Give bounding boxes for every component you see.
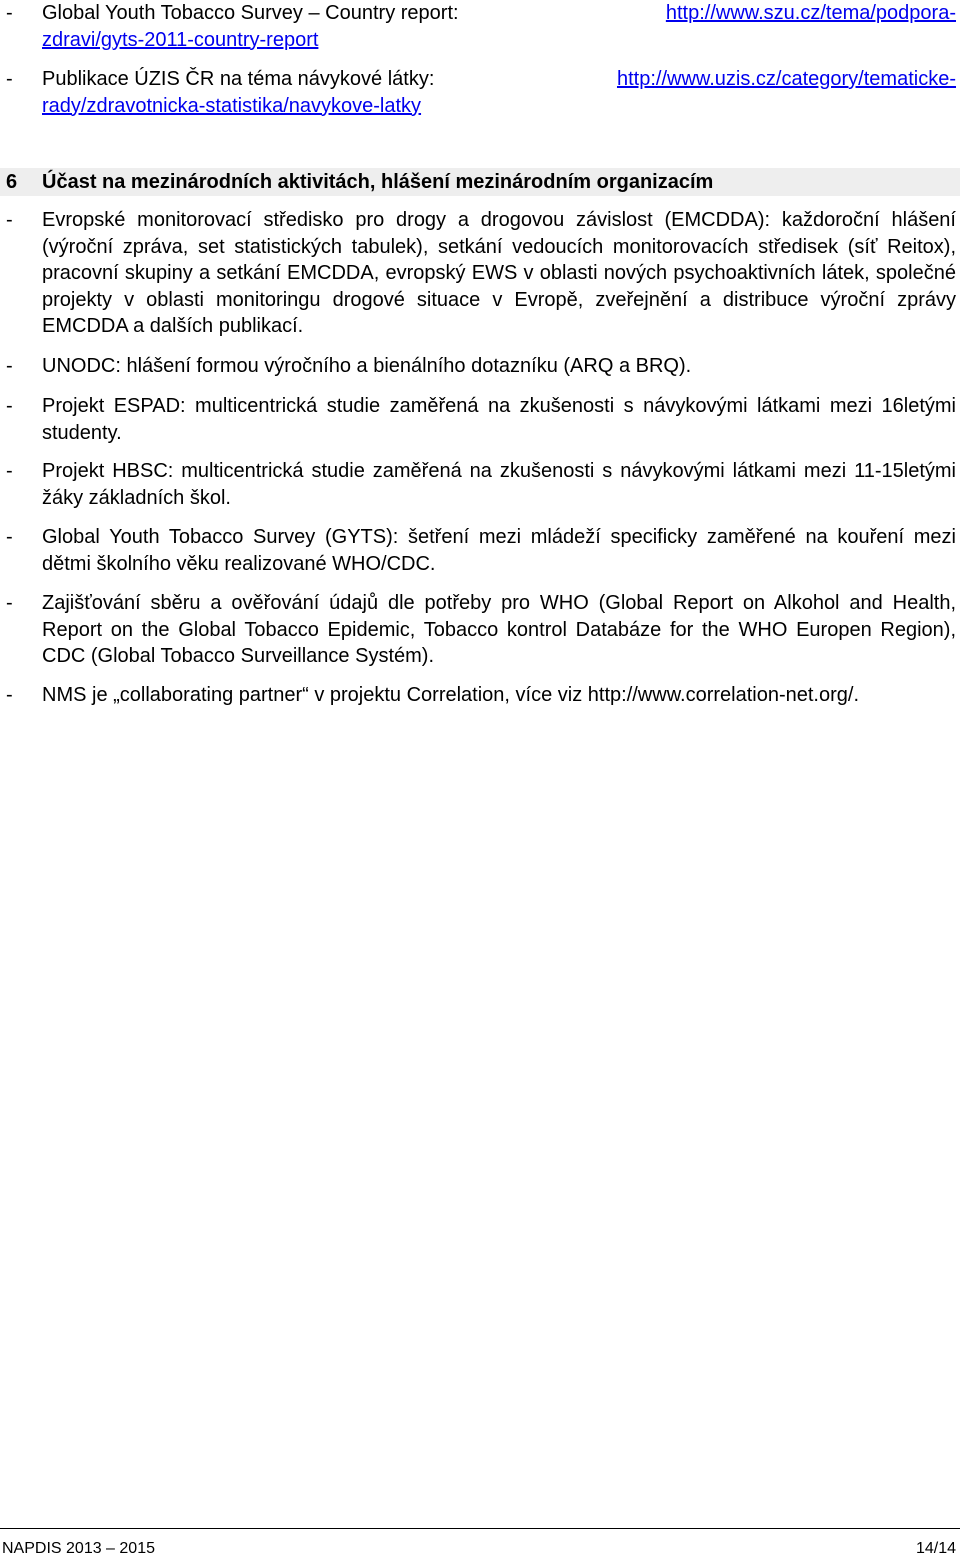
reference-item-uzis xyxy=(6,66,956,119)
uzis-publications-link-part2[interactable]: rady/zdravotnicka-statistika/navykove-latky xyxy=(42,94,422,117)
list-item-text: Projekt ESPAD: multicentrická studie zaměřená na zkušenosti s návykovými látkami mezi 16letými studenty. xyxy=(42,395,956,444)
reference-text: Publikace ÚZIS ČR na téma návykové látky: xyxy=(42,68,435,90)
list-item-text: UNODC: hlášení formou výročního a bienálního dotazníku (ARQ a BRQ). xyxy=(42,355,692,377)
list-dash: - xyxy=(6,460,13,482)
page-number: 14/14 xyxy=(915,1540,956,1557)
list-item-espad xyxy=(6,393,956,446)
section-title: Účast na mezinárodních aktivitách, hlášení mezinárodním organizacím xyxy=(42,171,714,193)
list-item-text: Projekt HBSC: multicentrická studie zaměřená na zkušenosti s návykovými látkami mezi 11-15letými žáky základních škol. xyxy=(42,460,956,509)
list-dash: - xyxy=(6,684,13,706)
list-dash: - xyxy=(6,395,13,417)
list-item-text: Global Youth Tobacco Survey (GYTS): šetření mezi mládeží specificky zaměřené na kouření mezi dětmi školního věku realizované WHO/CDC. xyxy=(42,526,956,575)
uzis-publications-link-part1[interactable]: http://www.uzis.cz/category/tematicke- xyxy=(616,68,956,90)
reference-text: Global Youth Tobacco Survey – Country report: xyxy=(42,2,459,24)
list-dash: - xyxy=(6,2,13,24)
list-dash: - xyxy=(6,592,13,614)
list-dash: - xyxy=(6,355,13,377)
list-item-text: NMS je „collaborating partner“ v projektu Correlation, více viz http://www.correlation-net.org/. xyxy=(42,684,860,706)
list-item-gyts xyxy=(6,524,956,577)
section-heading xyxy=(0,168,960,196)
gyts-report-link-part2[interactable]: zdravi/gyts-2011-country-report xyxy=(42,28,319,51)
list-item-hbsc xyxy=(6,458,956,511)
reference-item-gyts xyxy=(6,0,956,53)
page-footer xyxy=(0,1528,960,1562)
footer-document-title: NAPDIS 2013 – 2015 xyxy=(2,1540,155,1557)
section-number: 6 xyxy=(6,171,18,193)
list-item-correlation xyxy=(6,682,956,709)
list-dash: - xyxy=(6,526,13,548)
list-item-emcdda xyxy=(6,207,956,340)
gyts-report-link-part1[interactable]: http://www.szu.cz/tema/podpora- xyxy=(665,2,956,24)
list-item-who-data xyxy=(6,590,956,670)
list-item-text: Evropské monitorovací středisko pro drogy a drogovou závislost (EMCDDA): každoroční hlášení (výroční zpráva, set statistických tabulek), setkání vedoucích monitorovacích středisek (síť Reitox), pracovní skupiny a setkání EMCDDA, evropský EWS v oblasti nových psychoaktivních látek, společné projekty v oblasti monitoringu drogové situace v Evropě, zveřejnění a distribuce výroční zprávy EMCDDA a dalších publikací. xyxy=(42,209,956,337)
list-item-text: Zajišťování sběru a ověřování údajů dle potřeby pro WHO (Global Report on Alkohol and Health, Report on the Global Tobacco Epidemic, Tobacco kontrol Databáze for the WHO Europen Region), CDC (Global Tobacco Surveillance Systém). xyxy=(42,592,956,667)
list-item-unodc xyxy=(6,353,956,380)
list-dash: - xyxy=(6,209,13,231)
list-dash: - xyxy=(6,68,13,90)
